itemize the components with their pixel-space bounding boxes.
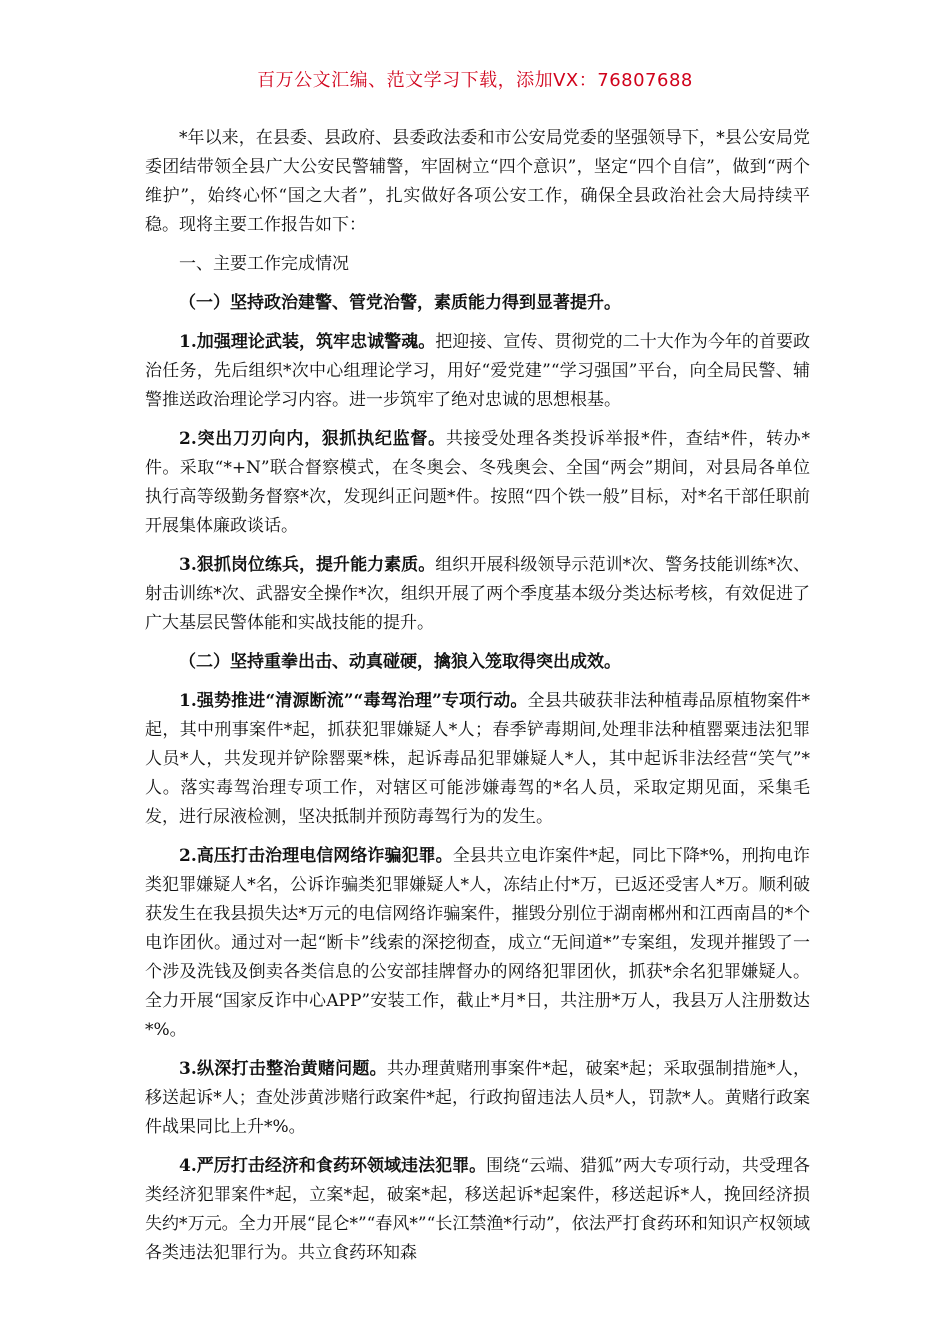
paragraph-body: 共办理黄赌刑事案件*起，破案*起；采取强制措施*人，移送起诉*人；查处涉黄涉赌行政案件*起，行政拘留违法人员*人，罚款*人。黄赌行政案件战果同比上升*%。 <box>145 1059 811 1137</box>
paragraph-lead: 2.突出刀刃向内，狠抓执纪监督。 <box>179 429 446 449</box>
subsection-heading-1 <box>145 289 810 318</box>
paragraph-body: 共接受处理各类投诉举报*件，查结*件，转办*件。采取“*+N”联合督察模式，在冬奥会、冬残奥会、全国“两会”期间，对县局各单位执行高等级勤务督察*次，发现纠正问题*件。按照“四个铁一般”目标，对*名干部任职前开展集体廉政谈话。 <box>145 429 811 536</box>
paragraph-lead: 1.加强理论武装，筑牢忠诚警魂。 <box>179 332 436 352</box>
paragraph-body: 围绕“云端、猎狐”两大专项行动，共受理各类经济犯罪案件*起，立案*起，破案*起，移送起诉*起案件，移送起诉*人，挽回经济损失约*万元。全力开展“昆仑*”“春风*”“长江禁渔*行动”，依法严打食药环和知识产权领域各类违法犯罪行为。共立食药环知森 <box>145 1156 810 1263</box>
subsection-heading-2 <box>145 648 810 677</box>
paragraph-lead: 2.高压打击治理电信网络诈骗犯罪。 <box>179 846 453 866</box>
paragraph-2-1 <box>145 687 810 832</box>
paragraph-1-1 <box>145 328 810 415</box>
paragraph-2-4 <box>145 1152 810 1268</box>
paragraph-body: 全县共立电诈案件*起，同比下降*%，刑拘电诈类犯罪嫌疑人*名，公诉诈骗类犯罪嫌疑人*人，冻结止付*万，已返还受害人*万。顺利破获发生在我县损失达*万元的电信网络诈骗案件，摧毁分别位于湖南郴州和江西南昌的*个电诈团伙。通过对一起“断卡”线索的深挖彻查，成立“无间道*”专案组，发现并摧毁了一个涉及洗钱及倒卖各类信息的公安部挂牌督办的网络犯罪团伙，抓获*余名犯罪嫌疑人。全力开展“国家反诈中心APP”安装工作，截止*月*日，共注册*万人，我县万人注册数达*%。 <box>145 846 811 1040</box>
paragraph-2-2 <box>145 842 810 1045</box>
subsection-title: （一）坚持政治建警、管党治警，素质能力得到显著提升。 <box>179 293 621 313</box>
header-watermark-text: 百万公文汇编、范文学习下载，添加VX：76807688 <box>257 70 693 91</box>
paragraph-body: 组织开展科级领导示范训*次、警务技能训练*次、射击训练*次、武器安全操作*次，组织开展了两个季度基本级分类达标考核，有效促进了广大基层民警体能和实战技能的提升。 <box>145 555 811 633</box>
paragraph-lead: 1.强势推进“清源断流”“毒驾治理”专项行动。 <box>179 691 528 711</box>
section-heading: 一、主要工作完成情况 <box>179 254 349 274</box>
paragraph-2-3 <box>145 1055 810 1142</box>
paragraph-1-2 <box>145 425 810 541</box>
paragraph-lead: 4.严厉打击经济和食药环领域违法犯罪。 <box>179 1156 487 1176</box>
paragraph-lead: 3.纵深打击整治黄赌问题。 <box>179 1059 387 1079</box>
intro-paragraph: *年以来，在县委、县政府、县委政法委和市公安局党委的坚强领导下，*县公安局党委团结带领全县广大公安民警辅警，牢固树立“四个意识”，坚定“四个自信”，做到“两个维护”，始终心怀“国之大者”，扎实做好各项公安工作，确保全县政治社会大局持续平稳。现将主要工作报告如下： <box>145 128 810 235</box>
document-body <box>145 124 810 1278</box>
subsection-title: （二）坚持重拳出击、动真碰硬，擒狼入笼取得突出成效。 <box>179 652 621 672</box>
paragraph-body: 把迎接、宣传、贯彻党的二十大作为今年的首要政治任务，先后组织*次中心组理论学习，用好“爱党建”“学习强国”平台，向全局民警、辅警推送政治理论学习内容。进一步筑牢了绝对忠诚的思想根基。 <box>145 332 811 410</box>
paragraph-lead: 3.狠抓岗位练兵，提升能力素质。 <box>179 555 436 575</box>
paragraph-1-3 <box>145 551 810 638</box>
paragraph-body: 全县共破获非法种植毒品原植物案件*起，其中刑事案件*起，抓获犯罪嫌疑人*人；春季铲毒期间,处理非法种植罂粟违法犯罪人员*人，共发现并铲除罂粟*株，起诉毒品犯罪嫌疑人*人，其中起诉非法经营“笑气”*人。落实毒驾治理专项工作，对辖区可能涉嫌毒驾的*名人员，采取定期见面，采集毛发，进行尿液检测，坚决抵制并预防毒驾行为的发生。 <box>145 691 810 827</box>
